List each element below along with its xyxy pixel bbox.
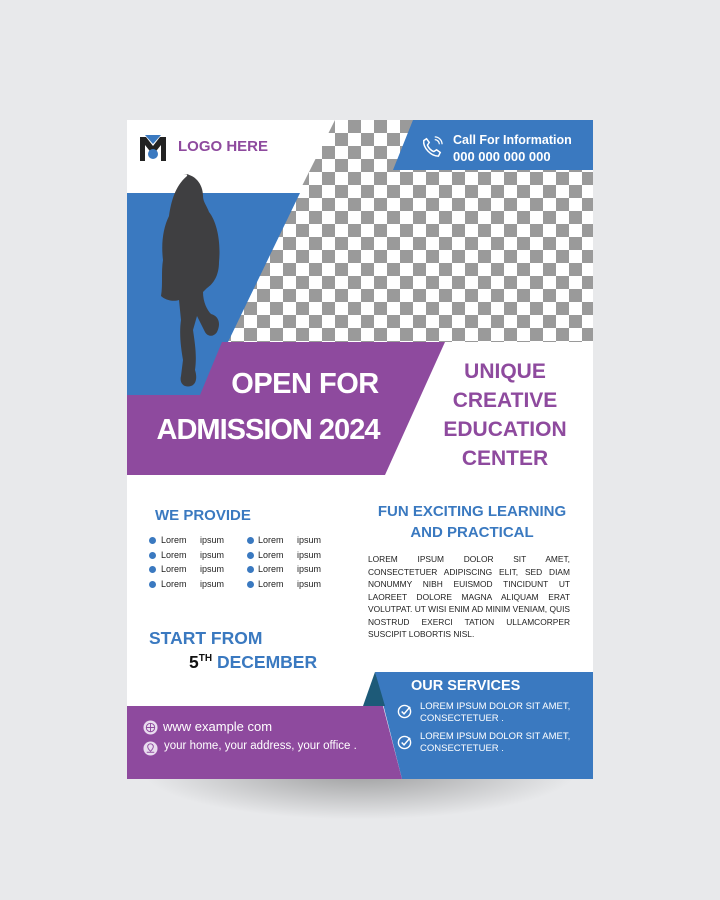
service-line: CONSECTETUER . (420, 743, 504, 754)
tagline-line: CREATIVE (452, 389, 558, 412)
tagline-line: EDUCATION (443, 418, 567, 441)
tagline (425, 357, 585, 473)
bullet-dot-icon (247, 537, 254, 544)
start-from-label: START FROM (149, 628, 263, 648)
flyer (127, 120, 593, 779)
logo-text: LOGO HERE (178, 138, 269, 155)
services-title: OUR SERVICES (411, 678, 521, 694)
provide-item-word: Lorem (161, 564, 187, 574)
bullet-dot-icon (149, 537, 156, 544)
globe-icon (143, 720, 158, 735)
provide-item-word: ipsum (297, 564, 322, 574)
bullet-dot-icon (149, 552, 156, 559)
phone-icon (421, 136, 443, 158)
provide-item-word: ipsum (200, 579, 225, 589)
service-line: LOREM IPSUM DOLOR SIT AMET, (420, 731, 571, 742)
fun-title-line: FUN EXCITING LEARNING (377, 503, 567, 520)
tagline-line: CENTER (461, 447, 549, 470)
bullet-dot-icon (247, 581, 254, 588)
start-day: 5 (189, 652, 199, 672)
call-number: 000 000 000 000 (453, 149, 551, 164)
provide-item-word: Lorem (258, 579, 284, 589)
logo-icon (140, 135, 166, 161)
description-paragraph: LOREM IPSUM DOLOR SIT AMET, CONSECTETUER ADIPISCING ELIT, SED DIAM NONUMMY NIBH EUISMOD TINCIDUNT UT LAOREET DOLORE MAGNA ALIQUAM ERAT VOLUTPAT. UT WISI ENIM AD MINIM VENIAM, QUIS NOSTRUD EXERCI TATION ULLAMCORPER SUSCIPIT LOBORTIS NISL. (368, 554, 570, 639)
provide-item-word: Lorem (161, 535, 187, 545)
bullet-dot-icon (247, 566, 254, 573)
check-circle-icon (397, 704, 412, 719)
call-label: Call For Information (453, 133, 572, 147)
website-link[interactable]: www example com (163, 719, 273, 734)
fun-title (357, 501, 587, 543)
start-month: DECEMBER (216, 652, 318, 672)
service-item (420, 701, 570, 725)
provide-item-word: Lorem (258, 564, 284, 574)
fun-title-line: AND PRACTICAL (410, 524, 534, 541)
headline-line1: OPEN FOR (231, 368, 379, 400)
provide-item-word: Lorem (161, 550, 187, 560)
start-day-suffix: TH (198, 653, 213, 665)
start-date (189, 652, 317, 673)
bullet-dot-icon (247, 552, 254, 559)
provide-item-word: ipsum (297, 579, 322, 589)
provide-item-word: Lorem (161, 579, 187, 589)
check-circle-icon (397, 735, 412, 750)
service-line: LOREM IPSUM DOLOR SIT AMET, (420, 701, 571, 712)
location-icon (143, 741, 158, 756)
provide-item-word: ipsum (297, 550, 322, 560)
service-item (420, 731, 570, 755)
child-silhouette-image (145, 170, 225, 392)
we-provide-title: WE PROVIDE (155, 507, 251, 524)
address-text: your home, your address, your office . (164, 740, 357, 752)
bullet-dot-icon (149, 566, 156, 573)
headline-line2: ADMISSION 2024 (156, 414, 380, 446)
provide-item-word: ipsum (200, 550, 225, 560)
provide-item-word: Lorem (258, 550, 284, 560)
service-line: CONSECTETUER . (420, 713, 504, 724)
provide-item-word: ipsum (297, 535, 322, 545)
provide-item-word: Lorem (258, 535, 284, 545)
tagline-line: UNIQUE (464, 360, 546, 383)
bullet-dot-icon (149, 581, 156, 588)
provide-item-word: ipsum (200, 564, 225, 574)
provide-item-word: ipsum (200, 535, 225, 545)
